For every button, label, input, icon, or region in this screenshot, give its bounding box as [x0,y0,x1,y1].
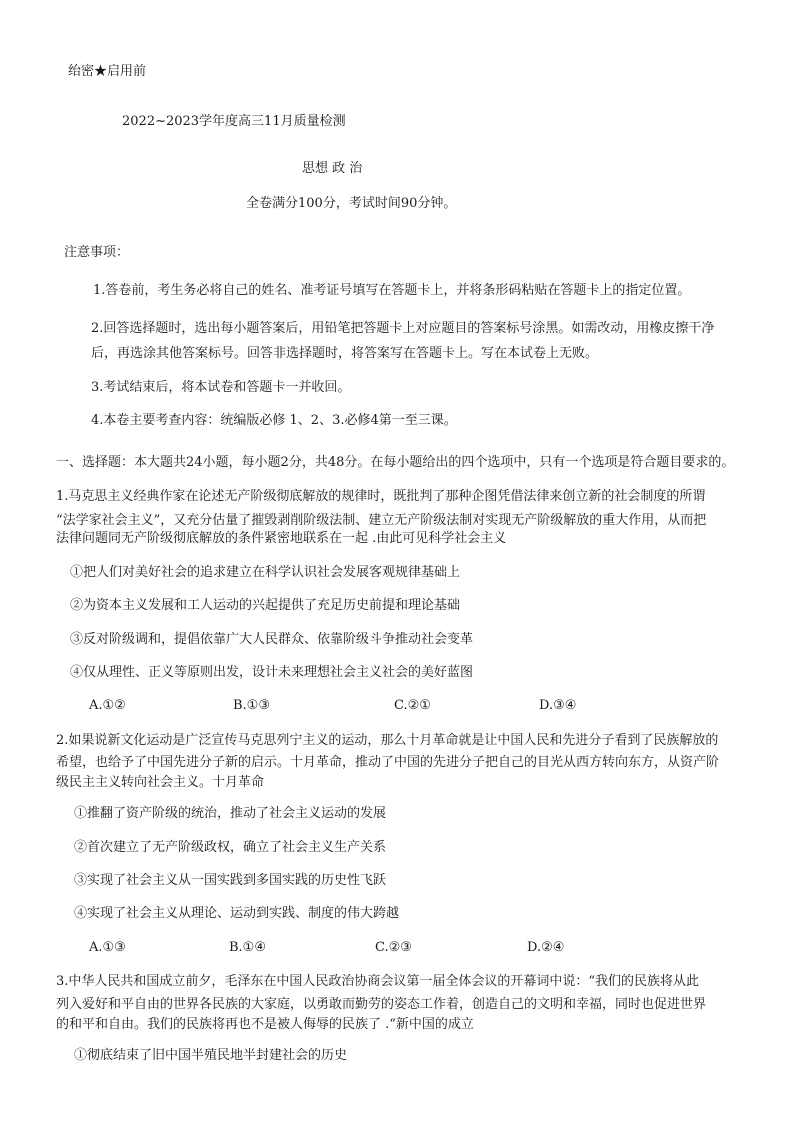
q1-options [0,698,793,714]
note-item-2-cont: 后，再选涂其他答案标号。回答非选择题时，将答案写在答题卡上。写在本试卷上无败。 [91,346,599,361]
q2-option-d: D.②④ [527,940,565,955]
q2-option-c: C.②③ [375,940,412,955]
q2-option-b: B.①④ [229,940,266,955]
note-item-1: 1.答卷前，考生务必将自己的姓名、准考证号填写在答题卡上，并将条形码粘贴在答题卡上的指定位置。 [93,283,691,298]
note-item-4: 4.本卷主要考查内容：统编版必修 1、2、3.必修4第一至三课。 [91,413,457,428]
q2-statement-2: ②首次建立了无产阶级政权，确立了社会主义生产关系 [74,840,387,855]
q2-line-2: 希望，也给予了中国先进分子新的启示。十月革命，推动了中国的先进分子把自己的目光从西方转向东方，从资产阶 [56,755,720,770]
q1-statement-2: ②为资本主义发展和工人运动的兴起提供了充足历史前提和理论基础 [70,598,461,613]
q2-line-3: 级民主主义转向社会主义。十月革命 [56,775,265,790]
note-item-3: 3.考试结束后，将本试卷和答题卡一并收回。 [91,380,351,395]
q1-statement-3: ③反对阶级调和，提倡依靠广大人民群众、依靠阶级斗争推动社会变革 [70,632,474,647]
score-time-line: 全卷满分100分，考试时间90分钟。 [246,196,457,211]
q1-statement-1: ①把人们对美好社会的追求建立在科学认识社会发展客观规律基础上 [70,565,461,580]
note-item-2: 2.回答选择题时，选出每小题答案后，用铅笔把答题卡上对应题目的答案标号涂黑。如需改动，用橡皮擦干净 [91,321,715,336]
q2-statement-3: ③实现了社会主义从一国实践到多国实践的历史性飞跃 [74,873,387,888]
q1-option-c: C.②① [394,698,431,713]
q1-option-d: D.③④ [539,698,577,713]
q1-option-a: A.①② [89,698,126,713]
q2-options [0,940,793,956]
q1-line-1: 1.马克思主义经典作家在论述无产阶级彻底解放的规律时，既批判了那种企图凭借法律来创立新的社会制度的所谓 [56,489,706,504]
q1-statement-4: ④仅从理性、正义等原则出发，设计未来理想社会主义社会的美好蓝图 [70,665,474,680]
q3-line-2: 列入爱好和平自由的世界各民族的大家庭，以勇敢而勤劳的姿态工作着，创造自己的文明和幸福，同时也促进世界 [56,997,707,1012]
section-title: 一、选择题：本大题共24小题，每小题2分，共48分。在每小题给出的四个选项中，只有一个选项是符合题目要求的。 [56,455,735,470]
q2-statement-4: ④实现了社会主义从理论、运动到实践、制度的伟大跨越 [74,906,400,921]
secret-mark: 绐密★启用前 [68,64,147,79]
q2-statement-1: ①推翻了资产阶级的统治，推动了社会主义运动的发展 [74,806,387,821]
q1-line-2: “法学家社会主义”，又充分估量了摧毁剥削阶级法制、建立无产阶级法制对实现无产阶级解放的重大作用，从而把 [56,513,707,528]
subject-title: 思想 政 治 [302,161,363,176]
notes-heading: 注意事项： [64,245,130,260]
q3-line-1: 3.中华人民共和国成立前夕，毛泽东在中国人民政治协商会议第一届全体会议的开幕词中说：“我们的民族将从此 [56,974,700,989]
q1-line-3: 法律问题同无产阶级彻底解放的条件紧密地联系在一起 .由此可见科学社会主义 [56,531,507,546]
q3-line-3: 的和平和自由。我们的民族将再也不是被人侮辱的民族了 .“新中国的成立 [56,1017,474,1032]
q2-option-a: A.①③ [89,940,126,955]
q2-line-1: 2.如果说新文化运动是广泛宣传马克思列宁主义的运动，那么十月革命就是让中国人民和先进分子看到了民族解放的 [56,733,719,748]
q3-statement-1: ①彻底结束了旧中国半殖民地半封建社会的历史 [74,1048,348,1063]
q1-option-b: B.①③ [233,698,270,713]
exam-title: 2022~2023学年度高三11月质量检测 [122,114,346,129]
